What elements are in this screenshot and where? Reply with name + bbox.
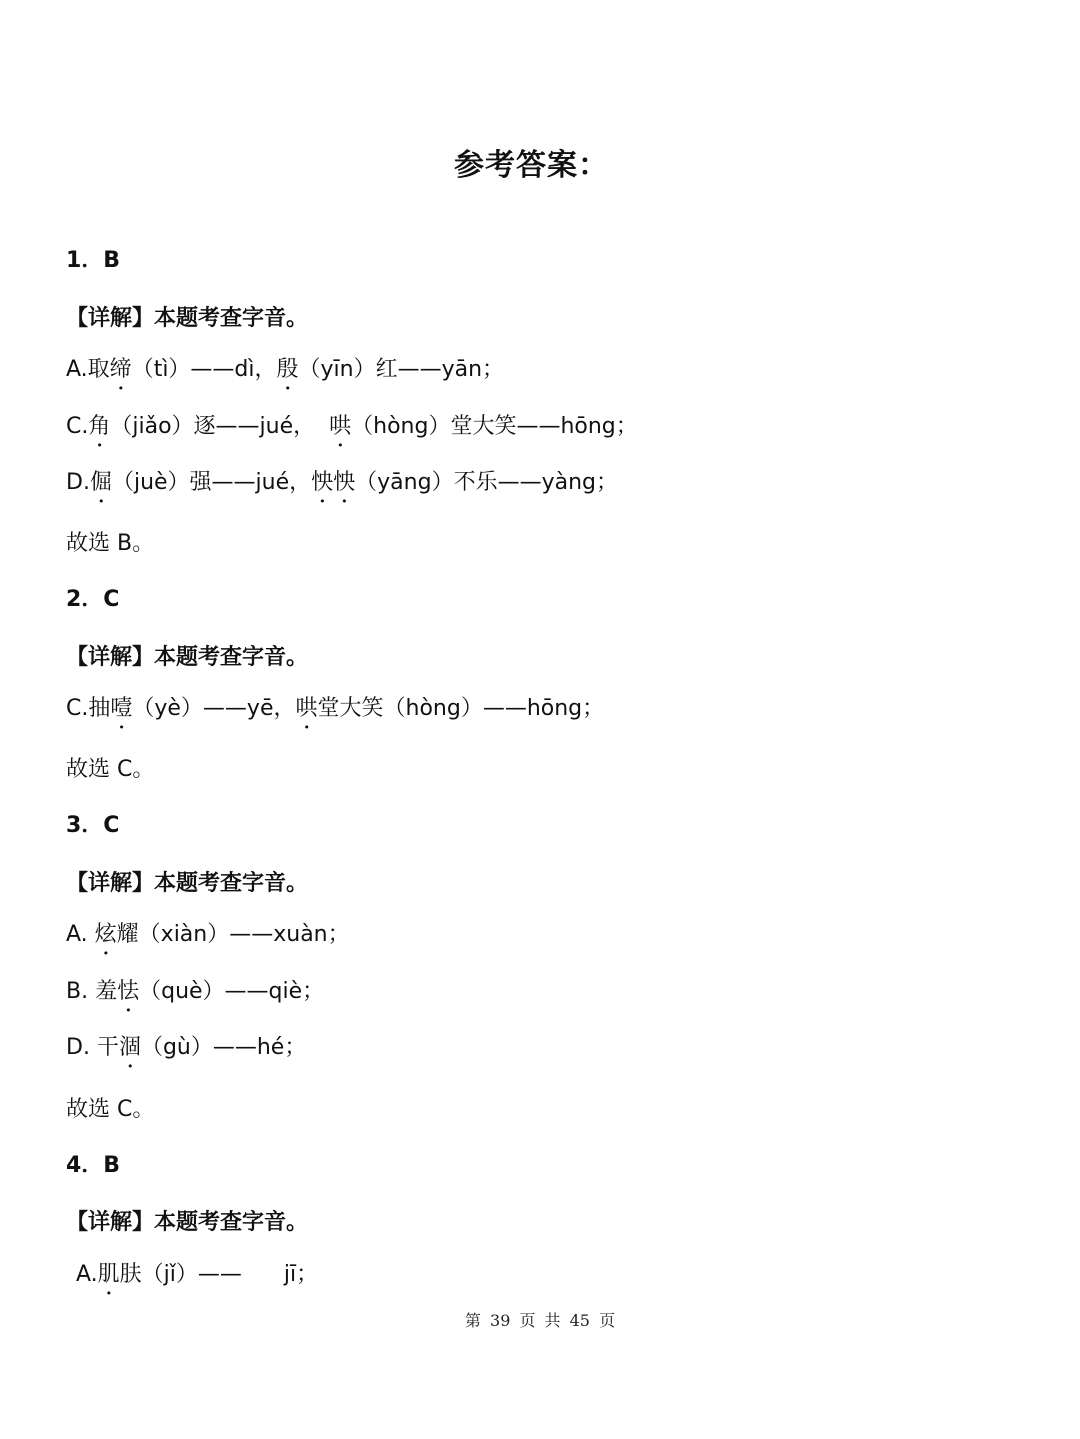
question-3-option-b [66,976,324,1017]
emphasized-character: 哄 [329,414,352,439]
text-segment: D. 干 [66,1035,119,1060]
text-segment: （yè）——yē， [132,696,296,721]
emphasized-character: 怯 [117,979,140,1004]
question-2-detail-heading: 【详解】本题考查字音。 [66,645,309,670]
text-segment: A. [76,1262,98,1287]
text-segment: （jiǎo）逐——jué， [110,414,330,439]
text-segment: C.抽 [66,696,111,721]
emphasized-character: 涸 [118,1035,141,1060]
question-3-option-a [66,919,350,960]
question-3-detail-heading: 【详解】本题考查字音。 [66,871,309,896]
text-segment: A.取 [66,357,110,382]
question-3-option-d [66,1032,306,1073]
emphasized-character: 缔 [109,357,132,382]
text-segment: （juè）强——jué， [111,470,312,495]
emphasized-character: 肌 [97,1262,120,1287]
text-segment: 耀（xiàn）——xuàn； [116,922,350,947]
question-2-option-c [66,693,604,734]
question-1-detail-heading: 【详解】本题考查字音。 [66,306,309,331]
text-segment: 堂大笑（hòng）——hōng； [317,696,605,721]
question-4-detail-heading: 【详解】本题考查字音。 [66,1210,309,1235]
emphasized-character: 噎 [110,696,133,721]
question-1-option-d [66,467,618,508]
text-segment: B. 羞 [66,979,118,1004]
question-3-conclusion: 故选 C。 [66,1097,155,1122]
question-1-option-a [66,354,504,395]
text-segment: C. [66,414,89,439]
page-title: 参考答案： [454,148,609,183]
question-1-conclusion: 故选 B。 [66,531,155,556]
text-segment: （tì）——dì， [131,357,277,382]
emphasized-character: 角 [88,414,111,439]
text-segment: A. [66,922,95,947]
page-number-footer: 第 39 页 共 45 页 [464,1311,616,1330]
text-segment: （gù）——hé； [140,1035,307,1060]
question-1-option-c [66,411,638,452]
question-1-number: 1．B [66,248,121,273]
text-segment: （què）——qiè； [139,979,325,1004]
text-segment: （hòng）堂大笑——hōng； [351,414,638,439]
text-segment: （yāng）不乐——yàng； [355,470,618,495]
emphasized-character: 倔 [89,470,112,495]
emphasized-character: 哄 [295,696,318,721]
question-2-number: 2．C [66,587,120,612]
question-3-number: 3．C [66,813,120,838]
question-2-conclusion: 故选 C。 [66,757,155,782]
text-segment: （yīn）红——yān； [298,357,505,382]
emphasized-character: 殷 [276,357,299,382]
emphasized-character: 炫 [94,922,117,947]
text-segment: 肤（jǐ）—— jī； [119,1262,319,1287]
text-segment: D. [66,470,90,495]
question-4-number: 4．B [66,1153,121,1178]
question-4-option-a [76,1259,318,1300]
emphasized-character: 怏怏 [311,470,356,495]
